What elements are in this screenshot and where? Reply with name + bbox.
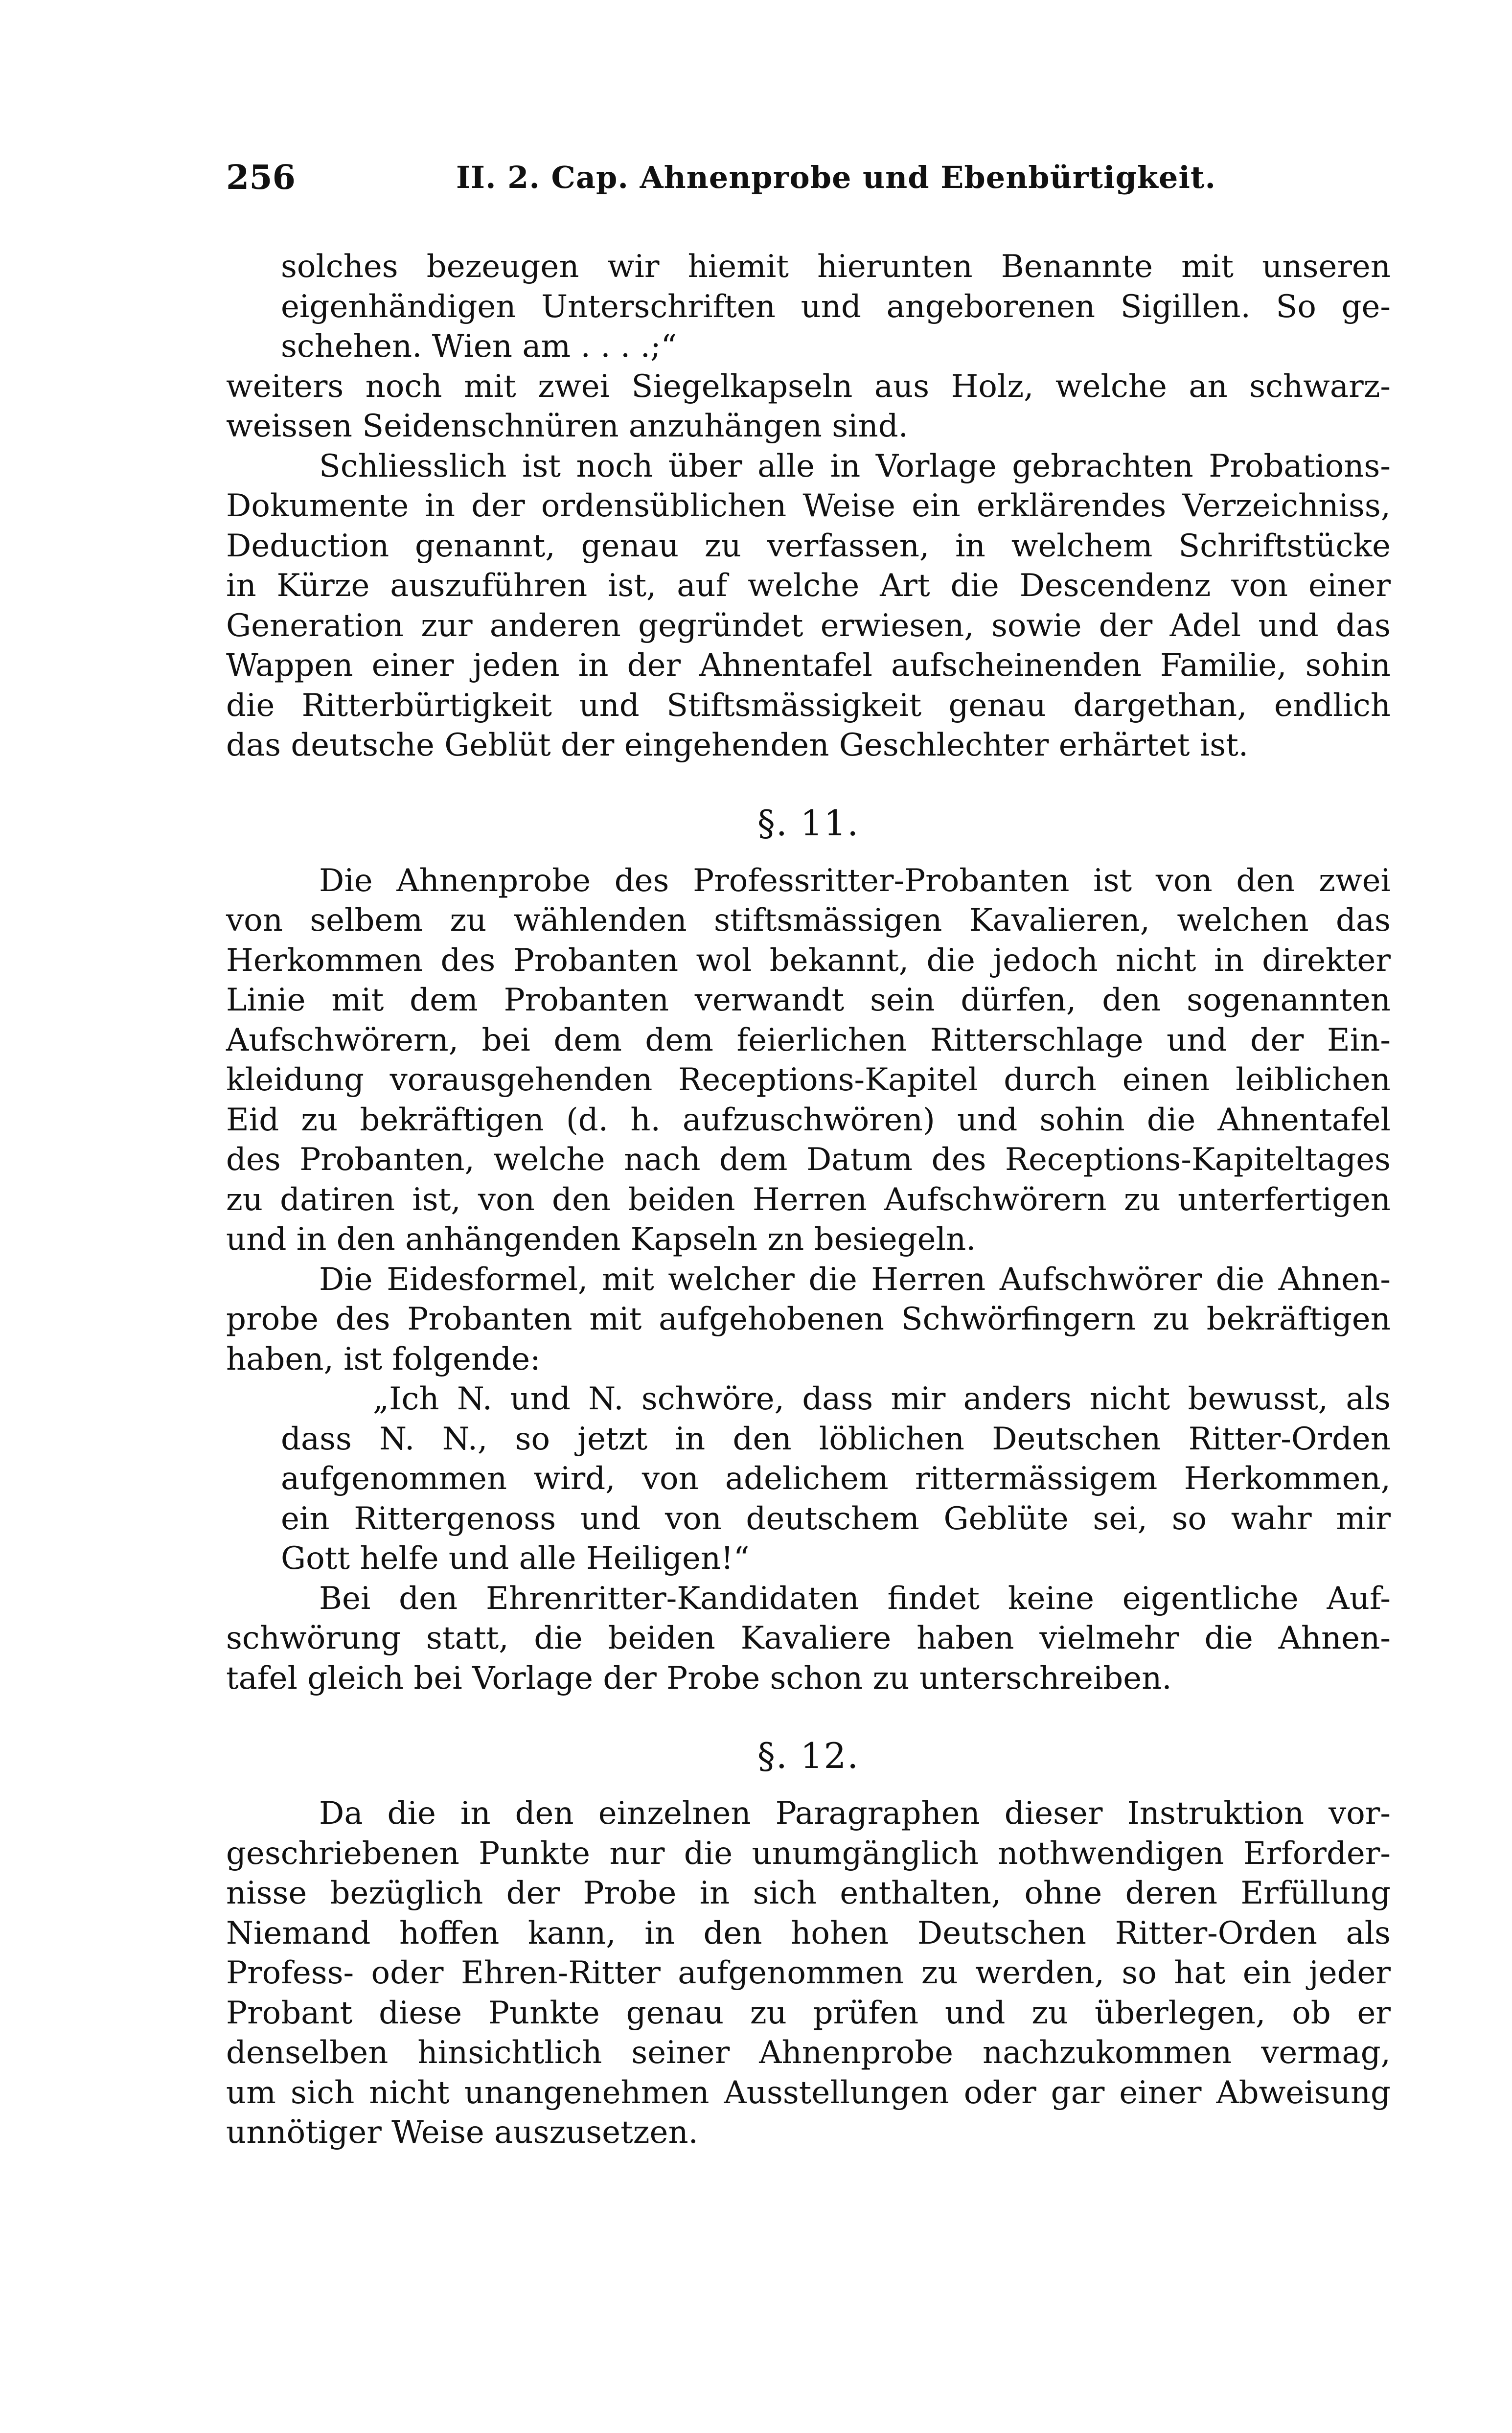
text-line: tafel gleich bei Vorlage der Probe schon zu unterschreiben. (226, 1660, 1172, 1697)
paragraph (226, 1794, 1391, 2153)
text-line: probe des Probanten mit aufgehobenen Schwörfingern zu bekräftigen (226, 1301, 1391, 1337)
text-line: weiters noch mit zwei Siegelkapseln aus Holz, welche an schwarz- (226, 368, 1391, 405)
text-line: in Kürze auszuführen ist, auf welche Art die Descendenz von einer (226, 568, 1391, 604)
text-line: des Probanten, welche nach dem Datum des Receptions-Kapiteltages (226, 1142, 1391, 1178)
text-line: und in den anhängenden Kapseln zn besiegeln. (226, 1221, 976, 1258)
text-line: solches bezeugen wir hiemit hierunten Benannte mit unseren (281, 249, 1391, 285)
text-line: schehen. Wien am . . . .;“ (281, 328, 677, 365)
paragraph (226, 1579, 1391, 1699)
paragraph (226, 861, 1391, 1260)
paragraph (226, 1260, 1391, 1380)
text-line: von selbem zu wählenden stiftsmässigen Kavalieren, welchen das (226, 902, 1391, 939)
text-line: Bei den Ehrenritter-Kandidaten findet keine eigentliche Auf- (319, 1580, 1391, 1617)
text-line: ein Rittergenoss und von deutschem Geblüte sei, so wahr mir (281, 1500, 1391, 1537)
text-line: weissen Seidenschnüren anzuhängen sind. (226, 408, 909, 444)
text-line: um sich nicht unangenehmen Ausstellungen oder gar einer Abweisung (226, 2074, 1391, 2111)
text-line: Aufschwörern, bei dem dem feierlichen Ritterschlage und der Ein- (226, 1022, 1391, 1058)
text-line: die Ritterbürtigkeit und Stiftsmässigkeit genau dargethan, endlich (226, 687, 1391, 724)
text-line: Die Eidesformel, mit welcher die Herren Aufschwörer die Ahnen- (319, 1261, 1391, 1298)
text-line: Schliesslich ist noch über alle in Vorlage gebrachten Probations- (319, 448, 1391, 484)
text-line: Die Ahnenprobe des Professritter-Probanten ist von den zwei (319, 862, 1391, 899)
text-line: dass N. N., so jetzt in den löblichen Deutschen Ritter-Orden (281, 1421, 1391, 1457)
text-line: haben, ist folgende: (226, 1341, 541, 1377)
text-line: Dokumente in der ordensüblichen Weise ein erklärendes Verzeichniss, (226, 488, 1391, 524)
section-heading: §. 11. (757, 802, 860, 844)
section-gap (226, 1699, 1391, 1718)
text-line: nisse bezüglich der Probe in sich enthalten, ohne deren Erfüllung (226, 1875, 1391, 1911)
text-line: Niemand hoffen kann, in den hohen Deutschen Ritter-Orden als (226, 1915, 1391, 1951)
text-line: Deduction genannt, genau zu verfassen, in welchem Schriftstücke (226, 528, 1391, 564)
text-line: Probant diese Punkte genau zu prüfen und zu überlegen, ob er (226, 1995, 1391, 2031)
text-line: Herkommen des Probanten wol bekannt, die jedoch nicht in direkter (226, 942, 1391, 979)
text-line: Gott helfe und alle Heiligen!“ (281, 1540, 750, 1577)
page-header (226, 156, 1391, 200)
page-body (226, 247, 1391, 2153)
text-line: Generation zur anderen gegründet erwiesen, sowie der Adel und das (226, 607, 1391, 644)
text-line: unnötiger Weise auszusetzen. (226, 2114, 698, 2151)
text-line: zu datiren ist, von den beiden Herren Aufschwörern zu unterfertigen (226, 1181, 1391, 1218)
text-line: denselben hinsichtlich seiner Ahnenprobe nachzukommen vermag, (226, 2035, 1391, 2071)
running-title: II. 2. Cap. Ahnenprobe und Ebenbürtigkeit. (456, 160, 1216, 195)
text-line: geschriebenen Punkte nur die unumgänglich nothwendigen Erforder- (226, 1835, 1391, 1872)
text-line: Eid zu bekräftigen (d. h. aufzuschwören) und sohin die Ahnentafel (226, 1102, 1391, 1138)
text-line: Linie mit dem Probanten verwandt sein dürfen, den sogenannten (226, 982, 1391, 1018)
paragraph (226, 247, 1391, 447)
text-line: „Ich N. und N. schwöre, dass mir anders nicht bewusst, als (373, 1381, 1391, 1417)
section-heading: §. 12. (757, 1735, 860, 1776)
text-line: das deutsche Geblüt der eingehenden Geschlechter erhärtet ist. (226, 727, 1249, 763)
text-line: aufgenommen wird, von adelichem rittermässigem Herkommen, (281, 1461, 1391, 1497)
text-line: schwörung statt, die beiden Kavaliere haben vielmehr die Ahnen- (226, 1620, 1391, 1656)
section-gap (226, 766, 1391, 785)
text-line: Wappen einer jeden in der Ahnentafel aufscheinenden Familie, sohin (226, 647, 1391, 684)
page-number: 256 (226, 158, 296, 197)
text-line: Da die in den einzelnen Paragraphen dieser Instruktion vor- (319, 1795, 1391, 1832)
text-line: Profess- oder Ehren-Ritter aufgenommen zu werden, so hat ein jeder (226, 1955, 1391, 1991)
paragraph (226, 1379, 1391, 1579)
text-line: kleidung vorausgehenden Receptions-Kapitel durch einen leiblichen (226, 1062, 1391, 1098)
paragraph (226, 447, 1391, 766)
text-line: eigenhändigen Unterschriften und angeborenen Sigillen. So ge- (281, 288, 1391, 325)
